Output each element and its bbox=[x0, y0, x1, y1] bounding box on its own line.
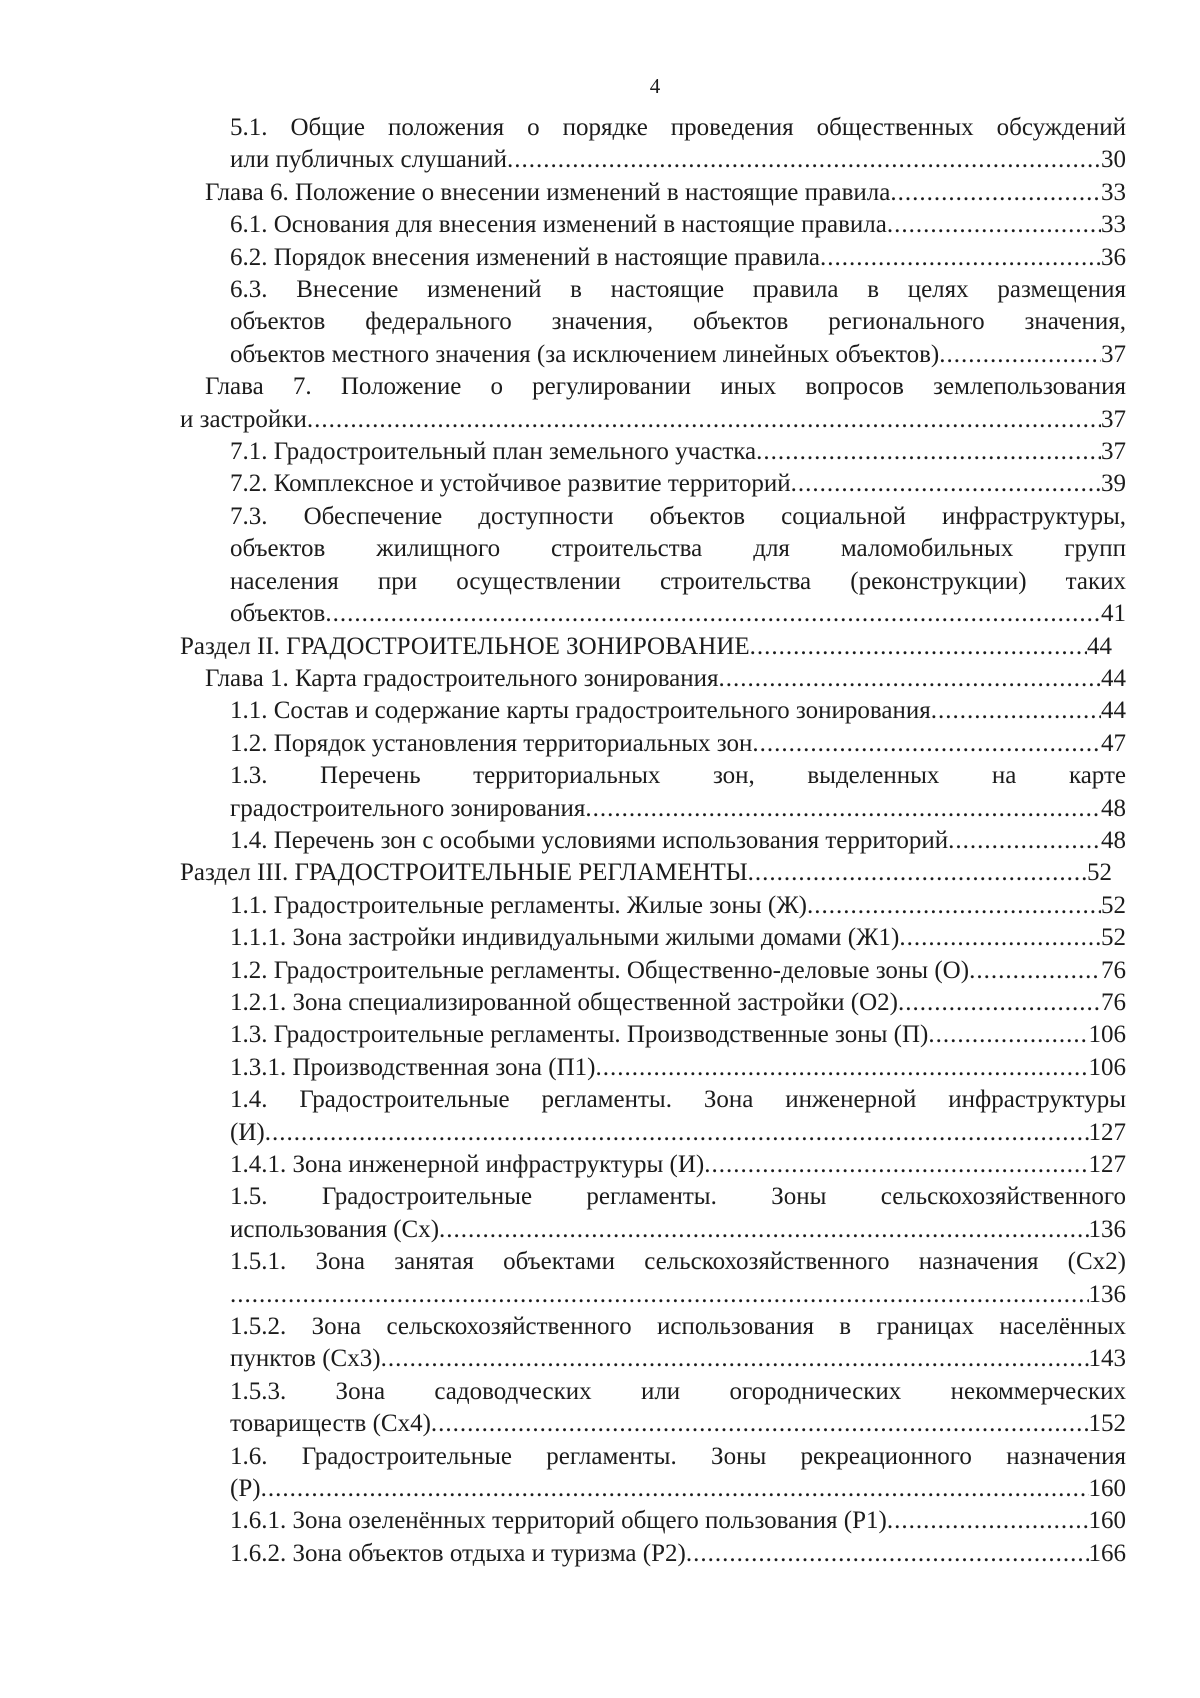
toc-page-number: 152 bbox=[1088, 1410, 1126, 1438]
toc-entry-text-line: 5.1. Общие положения о порядке проведения общественных обсуждений bbox=[230, 114, 1126, 141]
dot-leader bbox=[230, 1279, 1089, 1311]
dot-leader bbox=[807, 890, 1101, 922]
toc-entry-text-line: объектов федерального значения, объектов регионального значения, bbox=[230, 308, 1126, 336]
toc-entry-text-line: 1.5.2. Зона сельскохозяйственного использования в границах населённых bbox=[230, 1313, 1126, 1341]
toc-entry-title: и застройки bbox=[180, 405, 307, 433]
toc-entry-title: объектов местного значения (за исключением линейных объектов) bbox=[230, 340, 940, 368]
dot-leader bbox=[898, 987, 1101, 1019]
toc-entry bbox=[230, 436, 1126, 468]
toc-entry-title: 1.1. Состав и содержание карты градостроительного зонирования bbox=[230, 697, 931, 725]
dot-leader bbox=[748, 857, 1087, 889]
toc-entry bbox=[230, 1181, 1126, 1246]
dot-leader bbox=[750, 631, 1087, 663]
toc-entry-text-line: 7.3. Обеспечение доступности объектов социальной инфраструктуры, bbox=[230, 502, 1126, 530]
dot-leader bbox=[507, 144, 1101, 176]
toc-entry-title: или публичных слушаний bbox=[230, 146, 508, 174]
toc-entry-title: пунктов (Сх3) bbox=[230, 1345, 381, 1373]
toc-entry-title: 1.4.1. Зона инженерной инфраструктуры (И) bbox=[230, 1151, 705, 1178]
toc-page-number: 160 bbox=[1088, 1507, 1126, 1535]
toc-entry-title: 6.1. Основания для внесения изменений в настоящие правила bbox=[230, 211, 887, 239]
toc-entry bbox=[230, 1084, 1126, 1149]
toc-entry-text-line: объектов жилищного строительства для маломобильных групп bbox=[230, 535, 1126, 563]
toc-page-number: 39 bbox=[1101, 470, 1126, 498]
toc-page-number: 37 bbox=[1101, 405, 1126, 433]
toc-entry bbox=[230, 501, 1126, 631]
toc-page-number: 37 bbox=[1101, 438, 1126, 466]
dot-leader bbox=[595, 1052, 1088, 1084]
toc-page-number: 44 bbox=[1101, 664, 1126, 692]
toc-entry bbox=[230, 1052, 1126, 1084]
toc-entry-title: градостроительного зонирования bbox=[230, 794, 586, 822]
toc-entry bbox=[230, 274, 1126, 371]
toc-entry-title: (Р) bbox=[230, 1475, 261, 1503]
toc-entry-title: 1.2. Порядок установления территориальных зон bbox=[230, 729, 753, 757]
toc-entry bbox=[180, 857, 1112, 889]
toc-entry bbox=[230, 1376, 1126, 1441]
toc-entry-title: 1.3. Градостроительные регламенты. Производственные зоны (П) bbox=[230, 1021, 929, 1049]
toc-entry-title: 7.2. Комплексное и устойчивое развитие территорий bbox=[230, 470, 791, 498]
toc-entry-text-line: Глава 7. Положение о регулировании иных вопросов землепользования bbox=[205, 373, 1126, 401]
toc-entry bbox=[230, 468, 1126, 500]
dot-leader bbox=[265, 1117, 1089, 1149]
toc-entry-title: 1.2.1. Зона специализированной общественной застройки (О2) bbox=[230, 988, 898, 1016]
toc-entry-title: 7.1. Градостроительный план земельного участка bbox=[230, 438, 757, 466]
toc-entry-text-line: 1.5.3. Зона садоводческих или огороднических некоммерческих bbox=[230, 1377, 1126, 1405]
dot-leader bbox=[719, 663, 1101, 695]
dot-leader bbox=[756, 436, 1101, 468]
table-of-contents bbox=[0, 112, 1200, 1570]
toc-entry-text-line: 1.5.1. Зона занятая объектами сельскохозяйственного назначения (Сх2) bbox=[230, 1248, 1126, 1276]
dot-leader bbox=[948, 825, 1101, 857]
dot-leader bbox=[585, 793, 1101, 825]
toc-entry bbox=[230, 209, 1126, 241]
toc-entry bbox=[230, 1505, 1126, 1537]
toc-page-number: 37 bbox=[1101, 340, 1126, 368]
toc-page-number: 127 bbox=[1088, 1118, 1126, 1146]
toc-page-number: 136 bbox=[1088, 1280, 1126, 1308]
toc-entry-text-line: 1.4. Градостроительные регламенты. Зона инженерной инфраструктуры bbox=[230, 1086, 1126, 1114]
toc-entry bbox=[230, 1019, 1126, 1051]
toc-entry-title: 1.4. Перечень зон с особыми условиями использования территорий bbox=[230, 826, 949, 854]
toc-page-number: 47 bbox=[1101, 729, 1126, 757]
toc-page-number: 76 bbox=[1101, 988, 1126, 1016]
toc-entry-text-line: 6.3. Внесение изменений в настоящие правила в целях размещения bbox=[230, 276, 1126, 304]
toc-page-number: 33 bbox=[1101, 178, 1126, 206]
toc-entry-title: Глава 1. Карта градостроительного зонирования bbox=[205, 664, 719, 692]
toc-page-number: 166 bbox=[1088, 1539, 1126, 1567]
dot-leader bbox=[887, 209, 1101, 241]
toc-entry-title: 6.2. Порядок внесения изменений в настоящие правила bbox=[230, 243, 820, 271]
toc-entry-title: 1.6.2. Зона объектов отдыха и туризма (Р2) bbox=[230, 1539, 686, 1567]
toc-page-number: 106 bbox=[1088, 1053, 1126, 1081]
toc-page-number: 41 bbox=[1101, 600, 1126, 628]
toc-entry-title: использования (Сх) bbox=[230, 1215, 440, 1243]
toc-page-number: 48 bbox=[1101, 826, 1126, 854]
dot-leader bbox=[752, 728, 1101, 760]
toc-entry bbox=[230, 112, 1126, 177]
toc-entry bbox=[230, 825, 1126, 857]
dot-leader bbox=[686, 1538, 1089, 1570]
toc-page-number: 33 bbox=[1101, 211, 1126, 239]
toc-entry bbox=[230, 955, 1126, 987]
dot-leader bbox=[791, 468, 1101, 500]
toc-entry bbox=[230, 728, 1126, 760]
toc-page-number: 136 bbox=[1088, 1215, 1126, 1243]
toc-page-number: 52 bbox=[1101, 924, 1126, 952]
toc-page-number: 48 bbox=[1101, 794, 1126, 822]
toc-page-number: 127 bbox=[1088, 1151, 1126, 1178]
toc-page-number: 52 bbox=[1101, 891, 1126, 919]
toc-entry bbox=[230, 1246, 1126, 1311]
dot-leader bbox=[887, 1505, 1089, 1537]
dot-leader bbox=[899, 922, 1101, 954]
dot-leader bbox=[439, 1214, 1088, 1246]
toc-page-number: 76 bbox=[1101, 956, 1126, 984]
toc-entry-text-line: 1.5. Градостроительные регламенты. Зоны сельскохозяйственного bbox=[230, 1183, 1126, 1211]
dot-leader bbox=[939, 339, 1101, 371]
dot-leader bbox=[931, 695, 1101, 727]
dot-leader bbox=[890, 177, 1101, 209]
toc-entry bbox=[230, 1149, 1126, 1181]
toc-page-number: 44 bbox=[1087, 632, 1112, 660]
toc-entry-title: Раздел II. ГРАДОСТРОИТЕЛЬНОЕ ЗОНИРОВАНИЕ bbox=[180, 632, 750, 660]
toc-entry bbox=[230, 987, 1126, 1019]
toc-entry-text-line: населения при осуществлении строительства (реконструкции) таких bbox=[230, 567, 1126, 595]
toc-entry-title: (И) bbox=[230, 1118, 265, 1146]
dot-leader bbox=[431, 1408, 1089, 1440]
dot-leader bbox=[820, 242, 1101, 274]
dot-leader bbox=[381, 1343, 1089, 1375]
dot-leader bbox=[261, 1473, 1089, 1505]
toc-entry-title: объектов bbox=[230, 600, 326, 628]
toc-entry bbox=[230, 242, 1126, 274]
toc-entry bbox=[230, 695, 1126, 727]
toc-entry-title: 1.6.1. Зона озеленённых территорий общего пользования (Р1) bbox=[230, 1507, 887, 1535]
toc-entry-title: Глава 6. Положение о внесении изменений в настоящие правила bbox=[205, 178, 891, 206]
toc-page-number: 52 bbox=[1087, 859, 1112, 887]
toc-entry-title: 1.2. Градостроительные регламенты. Общественно-деловые зоны (О) bbox=[230, 956, 970, 984]
dot-leader bbox=[325, 598, 1101, 630]
toc-entry bbox=[180, 371, 1126, 436]
dot-leader bbox=[704, 1149, 1088, 1181]
toc-entry-text-line: 1.6. Градостроительные регламенты. Зоны рекреационного назначения bbox=[230, 1442, 1126, 1470]
toc-entry bbox=[230, 1538, 1126, 1570]
toc-entry bbox=[180, 631, 1112, 663]
toc-entry-title: Раздел III. ГРАДОСТРОИТЕЛЬНЫЕ РЕГЛАМЕНТЫ bbox=[180, 859, 748, 887]
toc-entry-title: 1.3.1. Производственная зона (П1) bbox=[230, 1053, 596, 1081]
toc-page-number: 160 bbox=[1088, 1475, 1126, 1503]
toc-entry bbox=[230, 760, 1126, 825]
toc-entry-text-line: 1.3. Перечень территориальных зон, выделенных на карте bbox=[230, 762, 1126, 790]
toc-page-number: 44 bbox=[1101, 697, 1126, 725]
toc-page-number: 106 bbox=[1088, 1021, 1126, 1049]
toc-entry-title: 1.1. Градостроительные регламенты. Жилые зоны (Ж) bbox=[230, 891, 807, 919]
toc-entry-title: товариществ (Сх4) bbox=[230, 1410, 431, 1438]
toc-page-number: 143 bbox=[1088, 1345, 1126, 1373]
dot-leader bbox=[969, 955, 1101, 987]
toc-entry-title: 1.1.1. Зона застройки индивидуальными жилыми домами (Ж1) bbox=[230, 924, 900, 952]
toc-entry bbox=[230, 1311, 1126, 1376]
toc-entry bbox=[205, 177, 1126, 209]
toc-entry bbox=[230, 1441, 1126, 1506]
dot-leader bbox=[307, 404, 1101, 436]
toc-entry bbox=[230, 890, 1126, 922]
dot-leader bbox=[928, 1019, 1088, 1051]
toc-entry bbox=[205, 663, 1126, 695]
toc-entry bbox=[230, 922, 1126, 954]
page-number: 4 bbox=[649, 74, 661, 98]
toc-page-number: 30 bbox=[1101, 146, 1126, 174]
toc-page-number: 36 bbox=[1101, 243, 1126, 271]
